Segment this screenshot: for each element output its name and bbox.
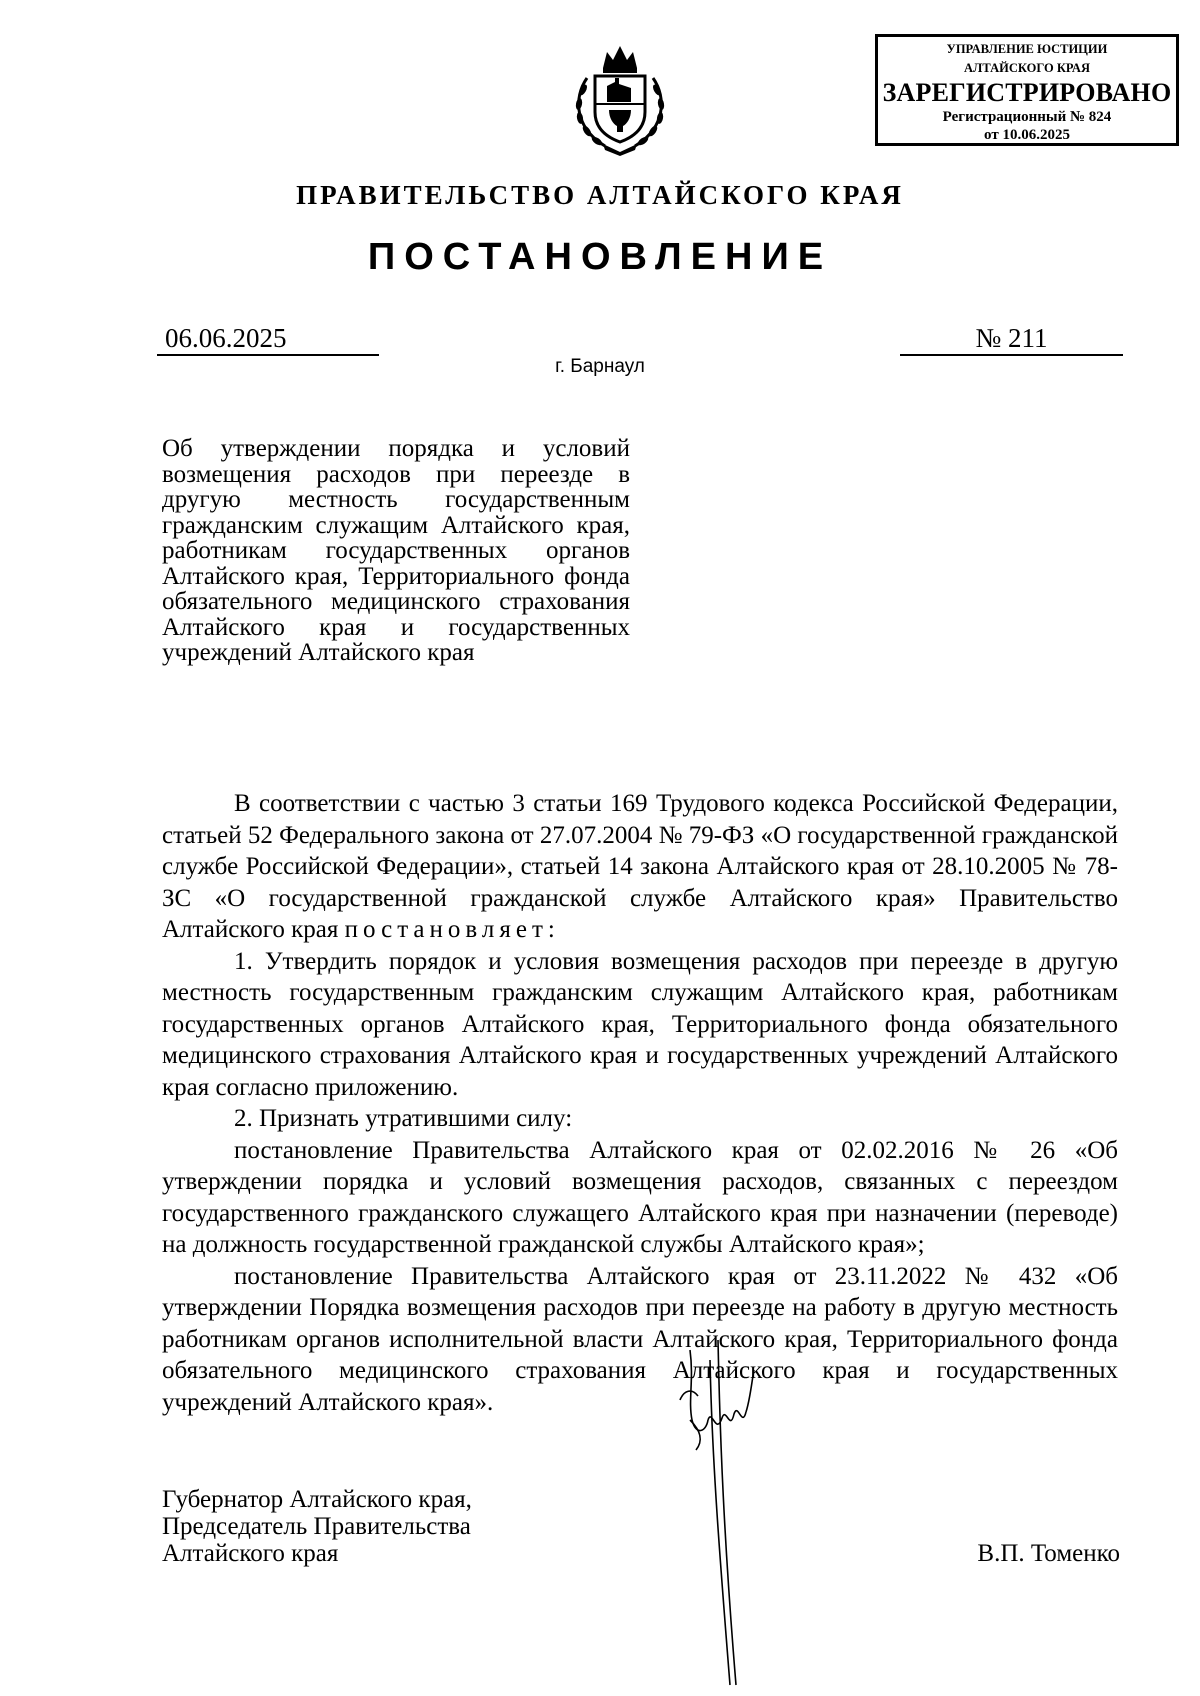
preamble-text: В соответствии с частью 3 статьи 169 Трудового кодекса Российской Федерации, статьей 52 Федерального закона от 27.07.2004 № 79-ФЗ «О государственной гражданской службе Российской Федерации», статьей 14 закона Алтайского края от 28.10.2005 № 78-ЗС «О государственной гражданской службе Алтайского края» Правительство Алтайского края [162,790,1118,943]
registration-stamp [875,34,1179,146]
stamp-reg-date: от 10.06.2025 [984,127,1070,143]
document-date: 06.06.2025 [157,322,379,356]
signatory-position: Губернатор Алтайского края, Председатель Правительства Алтайского края [162,1486,472,1567]
stamp-org-line1: УПРАВЛЕНИЕ ЮСТИЦИИ [946,42,1108,56]
resolves-text: постановляет: [344,916,560,943]
handwritten-signature [650,1340,850,1690]
government-title: ПРАВИТЕЛЬСТВО АЛТАЙСКОГО КРАЯ [296,180,904,210]
coat-of-arms-icon [565,38,675,156]
item-1-paragraph: 1. Утвердить порядок и условия возмещения расходов при переезде в другую местность государственным гражданским служащим Алтайского края, работникам государственных органов Алтайского края, Территориального фонда обязательного медицинского страхования Алтайского края и государственных учреждений Алтайского края согласно приложению. [162,947,1118,1101]
stamp-status: ЗАРЕГИСТРИРОВАНО [882,78,1172,107]
document-body [162,788,1118,1418]
document-city: г. Барнаул [555,356,645,377]
signatory-name: В.П. Томенко [977,1540,1120,1567]
stamp-reg-number: Регистрационный № 824 [942,109,1112,125]
document-number: № 211 [900,322,1123,356]
document-subject: Об утверждении порядка и условий возмещения расходов при переезде в другую местность государственным гражданским служащим Алтайского края, работникам государственных органов Алтайского края, Территориального фонда обязательного медицинского страхования Алтайского края и государственных учреждений Алтайского края [162,435,630,666]
item-2-paragraph: 2. Признать утратившими силу: [234,1105,573,1132]
document-type: ПОСТАНОВЛЕНИЕ [367,236,833,278]
item-2a-paragraph: постановление Правительства Алтайского края от 02.02.2016 № 26 «Об утверждении порядка и условий возмещения расходов, связанных с переездом государственного гражданского служащего Алтайского края при назначении (переводе) на должность государственной гражданской службы Алтайского края»; [162,1136,1118,1258]
preamble-paragraph [162,788,1118,946]
item-2b-paragraph: постановление Правительства Алтайского края от 23.11.2022 № 432 «Об утверждении Порядка возмещения расходов при переезде на работу в другую местность работникам органов исполнительной власти Алтайского края, Территориального фонда обязательного медицинского страхования Алтайского края и государственных учреждений Алтайского края». [162,1262,1118,1416]
stamp-org-line2: АЛТАЙСКОГО КРАЯ [964,61,1090,75]
